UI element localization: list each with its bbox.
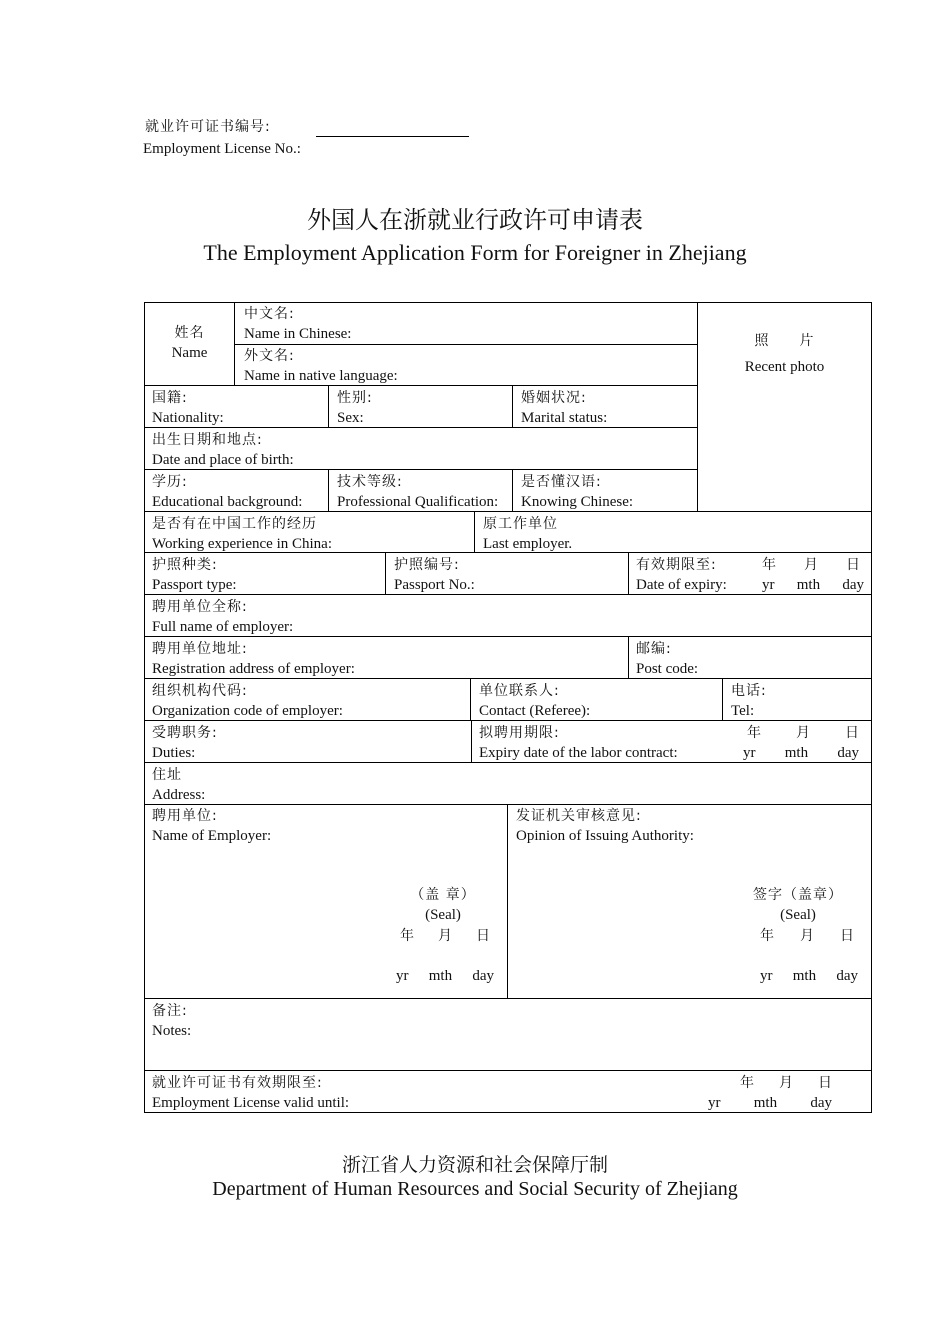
photo-box[interactable]: 照 片 Recent photo — [744, 333, 825, 375]
footer-en: Department of Human Resources and Social Security of Zhejiang — [212, 1178, 738, 1200]
authority-seal-date: 年 月 日 yr mth day — [760, 928, 858, 984]
contact-field[interactable]: 单位联系人: Contact (Referee): — [479, 683, 591, 719]
name-label: 姓名 Name — [171, 325, 208, 361]
last-employer-field[interactable]: 原工作单位 Last employer. — [483, 516, 573, 552]
employer-address-field[interactable]: 聘用单位地址: Registration address of employer: — [152, 641, 355, 677]
license-no-label-en: Employment License No.: — [143, 141, 301, 157]
knowing-chinese-field[interactable]: 是否懂汉语: Knowing Chinese: — [521, 474, 634, 510]
work-experience-field[interactable]: 是否有在中国工作的经历 Working experience in China: — [152, 516, 332, 552]
birth-field[interactable]: 出生日期和地点: Date and place of birth: — [152, 432, 294, 468]
contract-expiry-date: 年 月 日 yr mth day — [743, 725, 859, 761]
marital-status-field[interactable]: 婚姻状况: Marital status: — [521, 390, 608, 426]
education-field[interactable]: 学历: Educational background: — [152, 474, 303, 510]
tel-field[interactable]: 电话: Tel: — [731, 683, 767, 719]
passport-expiry-date: 年 月 日 yr mth day — [762, 557, 864, 593]
title-zh: 外国人在浙就业行政许可申请表 — [307, 206, 643, 234]
address-field[interactable]: 住址 Address: — [152, 767, 206, 803]
name-chinese-field[interactable]: 中文名: Name in Chinese: — [244, 306, 352, 342]
passport-no-field[interactable]: 护照编号: Passport No.: — [394, 557, 475, 593]
qualification-field[interactable]: 技术等级: Professional Qualification: — [337, 474, 499, 510]
contract-expiry-field[interactable]: 拟聘用期限: Expiry date of the labor contract: — [479, 725, 678, 761]
employer-seal: （盖 章） (Seal) — [410, 887, 476, 923]
post-code-field[interactable]: 邮编: Post code: — [636, 641, 699, 677]
employer-field[interactable]: 聘用单位: Name of Employer: — [152, 808, 272, 844]
sex-field[interactable]: 性别: Sex: — [337, 390, 373, 426]
notes-field[interactable]: 备注: Notes: — [152, 1003, 192, 1039]
employer-full-name-field[interactable]: 聘用单位全称: Full name of employer: — [152, 599, 294, 635]
footer-zh: 浙江省人力资源和社会保障厅制 — [341, 1154, 608, 1176]
opinion-field[interactable]: 发证机关审核意见: Opinion of Issuing Authority: — [516, 808, 694, 844]
employer-seal-date: 年 月 日 yr mth day — [396, 928, 494, 984]
nationality-field[interactable]: 国籍: Nationality: — [152, 390, 224, 426]
authority-seal: 签字（盖章） (Seal) — [753, 887, 843, 923]
license-valid-until-date: 年 月 日 yr mth day — [708, 1075, 832, 1111]
duties-field[interactable]: 受聘职务: Duties: — [152, 725, 218, 761]
title-en: The Employment Application Form for Foreigner in Zhejiang — [203, 240, 747, 265]
license-valid-until-field[interactable]: 就业许可证书有效期限至: Employment License valid until: — [152, 1075, 350, 1111]
passport-expiry-field[interactable]: 有效期限至: Date of expiry: — [636, 557, 727, 593]
name-native-field[interactable]: 外文名: Name in native language: — [244, 348, 398, 384]
org-code-field[interactable]: 组织机构代码: Organization code of employer: — [152, 683, 343, 719]
license-no-label-zh: 就业许可证书编号: — [145, 119, 271, 135]
license-no-field[interactable] — [316, 136, 469, 137]
passport-type-field[interactable]: 护照种类: Passport type: — [152, 557, 237, 593]
